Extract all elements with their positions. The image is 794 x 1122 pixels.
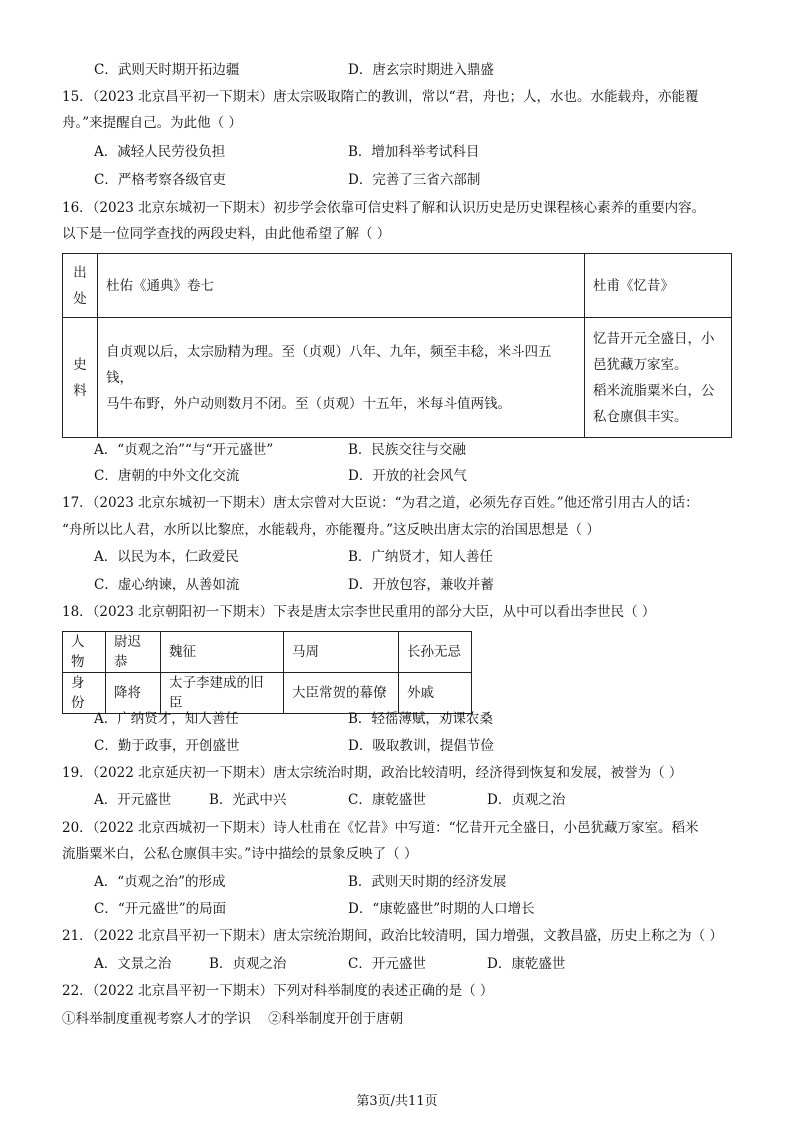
q18-option-a: A．广纳贤才，知人善任 [94, 711, 239, 727]
identity-yuchi-gong: 降将 [106, 673, 161, 714]
header-wei-zheng: 魏征 [161, 632, 284, 673]
identity-ma-zhou: 大臣常贺的幕僚 [284, 673, 399, 714]
q19-stem: 19．（2022 北京延庆初一下期末）唐太宗统治时期，政治比较清明，经济得到恢复和发展，被誉为（ ） [62, 765, 683, 781]
material-2-line-1: 忆昔开元全盛日，小 [593, 330, 715, 347]
q18-stem: 18．（2023 北京朝阳初一下期末）下表是唐太宗李世民重用的部分大臣，从中可以看出李世民（ ） [62, 604, 656, 620]
source-cell-1: 杜佑《通典》卷七 [98, 254, 585, 318]
q15-option-d: D．完善了三省六部制 [348, 172, 481, 188]
q20-option-d: D．“康乾盛世”时期的人口增长 [348, 901, 535, 917]
q14-option-d: D．唐玄宗时期进入鼎盛 [348, 62, 494, 78]
material-2-line-4: 私仓廪俱丰实。 [593, 408, 688, 425]
q20-option-a: A．“贞观之治”的形成 [94, 874, 226, 890]
q22-stem: 22．（2022 北京昌平初一下期末）下列对科举制度的表述正确的是（ ） [62, 983, 494, 999]
q17-stem: 17．（2023 北京东城初一下期末）唐太宗曾对大臣说：“为君之道，必须先存百姓。”他还常引用古人的话： [62, 495, 699, 511]
material-cell-2 [585, 318, 732, 438]
q19-option-d: D．贞观之治 [487, 792, 566, 808]
q20-stem-cont: 流脂粟米白，公私仓廪俱丰实。”诗中描绘的景象反映了（ ） [62, 846, 418, 862]
q19-option-c: C．康乾盛世 [348, 792, 426, 808]
q16-option-a: A．“贞观之治”“与“开元盛世” [94, 442, 274, 458]
row-identity-label: 身份 [63, 673, 106, 714]
q21-stem: 21．（2022 北京昌平初一下期末）唐太宗统治期间，政治比较清明，国力增强，文教昌盛，历史上称之为（ ） [62, 928, 723, 944]
q21-option-b: B．贞观之治 [209, 956, 287, 972]
q20-option-c: C．“开元盛世”的局面 [94, 901, 227, 917]
q18-option-c: C．勤于政事，开创盛世 [94, 738, 240, 754]
page-number: 第3页/共11页 [356, 1094, 438, 1109]
q17-option-d: D．开放包容，兼收并蓄 [348, 577, 494, 593]
source-table [62, 253, 732, 438]
material-label: 史料 [73, 356, 87, 399]
q17-option-c: C．虚心纳谏，从善如流 [94, 577, 240, 593]
q18-option-b: B．轻徭薄赋，劝课农桑 [348, 711, 493, 727]
q22-statements: ①科举制度重视考察人才的学识 ②科举制度开创于唐朝 [62, 1011, 404, 1027]
q16-option-b: B．民族交往与交融 [348, 442, 466, 458]
q15-stem-cont: 舟。”来提醒自己。为此他（ ） [62, 115, 242, 131]
identity-zhangsun-wuji: 外戚 [399, 673, 472, 714]
q16-stem: 16．（2023 北京东城初一下期末）初步学会依靠可信史料了解和认识历史是历史课程核心素养的重要内容。 [62, 200, 706, 216]
q16-stem-cont: 以下是一位同学查找的两段史料，由此他希望了解（ ） [62, 226, 391, 242]
q15-stem: 15．（2023 北京昌平初一下期末）唐太宗吸取隋亡的教训，常以“君，舟也；人，水也。水能载舟，亦能覆 [62, 89, 699, 105]
q17-stem-cont: “舟所以比人君，水所以比黎庶，水能载舟，亦能覆舟。”这反映出唐太宗的治国思想是（ ） [62, 522, 600, 538]
q18-option-d: D．吸取教训，提倡节俭 [348, 738, 494, 754]
material-cell-1 [98, 318, 585, 438]
header-zhangsun-wuji: 长孙无忌 [399, 632, 472, 673]
material-1-line-2: 马牛布野，外户动则数月不闭。至（贞观）十五年，米每斗值两钱。 [106, 395, 511, 412]
header-yuchi-gong: 尉迟恭 [106, 632, 161, 673]
header-ma-zhou: 马周 [284, 632, 399, 673]
q21-option-a: A．文景之治 [94, 956, 172, 972]
material-2-line-3: 稻米流脂粟米白，公 [593, 382, 715, 399]
source-cell-2: 杜甫《忆昔》 [585, 254, 732, 318]
q16-option-c: C．唐朝的中外文化交流 [94, 468, 240, 484]
q19-option-a: A．开元盛世 [94, 792, 172, 808]
q20-option-b: B．武则天时期的经济发展 [348, 874, 507, 890]
q21-option-d: D．康乾盛世 [487, 956, 566, 972]
q16-option-d: D．开放的社会风气 [348, 468, 467, 484]
ministers-table [62, 631, 472, 714]
material-label-cell [63, 318, 98, 438]
header-person: 人物 [63, 632, 106, 673]
source-label: 出处 [73, 264, 87, 307]
material-2-line-2: 邑犹藏万家室。 [593, 356, 688, 373]
q14-option-c: C．武则天时期开拓边疆 [94, 62, 240, 78]
q17-option-b: B．广纳贤才，知人善任 [348, 549, 493, 565]
q21-option-c: C．开元盛世 [348, 956, 426, 972]
identity-wei-zheng: 太子李建成的旧臣 [161, 673, 284, 714]
material-1-line-1: 自贞观以后，太宗励精为理。至（贞观）八年、九年，频至丰稔，米斗四五钱， [106, 343, 552, 386]
q17-option-a: A．以民为本，仁政爱民 [94, 549, 239, 565]
q19-option-b: B．光武中兴 [209, 792, 287, 808]
q15-option-b: B．增加科举考试科目 [348, 144, 480, 160]
q20-stem: 20．（2022 北京西城初一下期末）诗人杜甫在《忆昔》中写道：“忆昔开元全盛日，小邑犹藏万家室。稻米 [62, 820, 699, 836]
source-label-cell [63, 254, 98, 318]
q15-option-a: A．减轻人民劳役负担 [94, 144, 226, 160]
q15-option-c: C．严格考察各级官吏 [94, 172, 226, 188]
